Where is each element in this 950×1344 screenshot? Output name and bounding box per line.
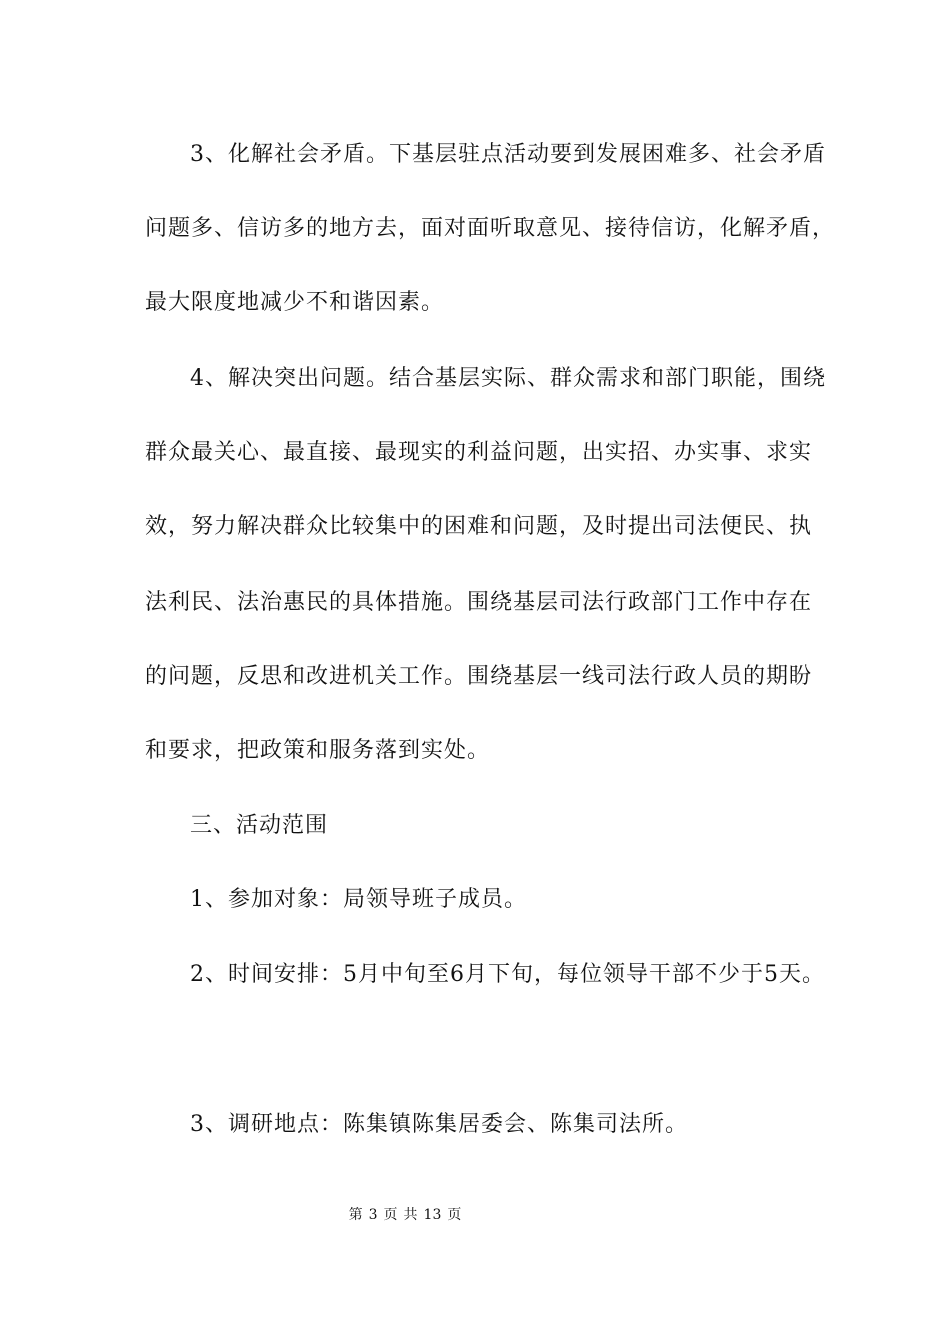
text-line: 的问题，反思和改进机关工作。围绕基层一线司法行政人员的期盼 [145, 664, 813, 689]
page-word: 页 [383, 1207, 398, 1223]
item-schedule: 2、时间安排：5月中旬至6月下旬，每位领导干部不少于5天。 [190, 962, 825, 987]
page-footer [0, 1205, 810, 1225]
text-line: 群众最关心、最直接、最现实的利益问题，出实招、办实事、求实 [145, 440, 813, 465]
item-participants: 1、参加对象：局领导班子成员。 [190, 887, 527, 912]
text-line: 4、解决突出问题。结合基层实际、群众需求和部门职能，围绕 [190, 366, 826, 391]
text-line: 最大限度地减少不和谐因素。 [145, 290, 445, 315]
page-prefix: 第 [348, 1207, 363, 1223]
section-heading-activity-scope: 三、活动范围 [190, 813, 329, 838]
text-line: 和要求，把政策和服务落到实处。 [145, 738, 491, 763]
total-prefix: 共 [403, 1207, 418, 1223]
text-line: 效，努力解决群众比较集中的困难和问题，及时提出司法便民、执 [145, 514, 813, 539]
item-research-location: 3、调研地点：陈集镇陈集居委会、陈集司法所。 [190, 1112, 688, 1137]
total-suffix: 页 [447, 1207, 462, 1223]
text-line: 问题多、信访多的地方去，面对面听取意见、接待信访，化解矛盾， [145, 216, 836, 241]
text-line: 法利民、法治惠民的具体措施。围绕基层司法行政部门工作中存在 [145, 590, 813, 615]
text-line: 3、化解社会矛盾。下基层驻点活动要到发展困难多、社会矛盾 [190, 142, 826, 167]
current-page-number: 3 [368, 1207, 378, 1223]
total-page-count: 13 [423, 1207, 442, 1223]
